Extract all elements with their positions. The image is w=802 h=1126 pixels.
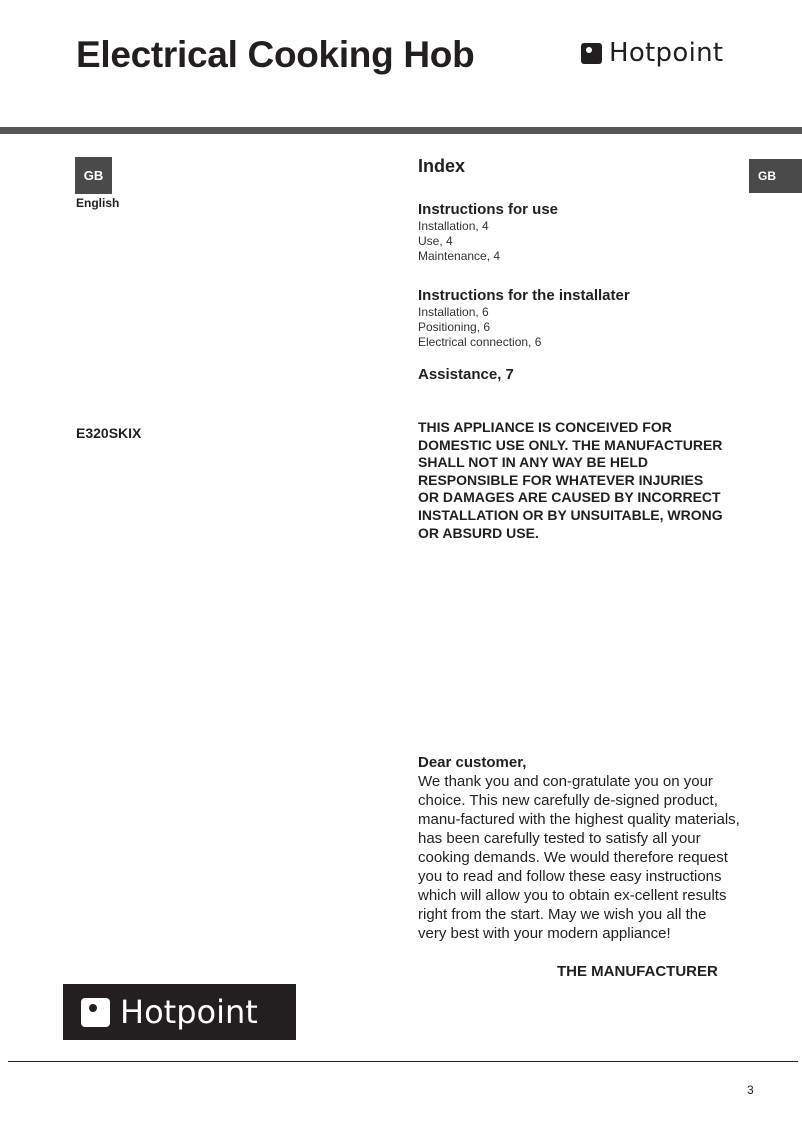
letter-line: which will allow you to obtain ex-cellent results <box>418 887 727 904</box>
section-heading: Instructions for use <box>418 201 559 218</box>
index-section-use <box>418 201 558 264</box>
hotpoint-logo-icon <box>581 43 602 64</box>
letter-line: cooking demands. We would therefore request <box>418 849 728 866</box>
brand-logo-header <box>581 38 723 68</box>
warning-line: DOMESTIC USE ONLY. THE MANUFACTURER <box>418 436 723 453</box>
letter-line: choice. This new carefully de-signed product, <box>418 792 718 809</box>
header-divider <box>0 127 802 134</box>
letter-line: has been carefully tested to satisfy all your <box>418 830 701 847</box>
letter-line: you to read and follow these easy instructions <box>418 868 722 885</box>
index-item: Installation, 6 <box>418 305 489 319</box>
index-section-installer <box>418 287 630 350</box>
index-title: Index <box>418 156 466 176</box>
index-item: Maintenance, 4 <box>418 249 501 263</box>
page-title: Electrical Cooking Hob <box>76 34 475 75</box>
warning-line: INSTALLATION OR BY UNSUITABLE, WRONG <box>418 506 723 523</box>
letter-greeting: Dear customer, <box>418 754 527 771</box>
language-name: English <box>76 196 120 210</box>
letter-line: manu-factured with the highest quality materials, <box>418 811 740 828</box>
warning-line: OR DAMAGES ARE CAUSED BY INCORRECT <box>418 489 721 506</box>
index-item: Electrical connection, 6 <box>418 335 542 349</box>
language-badge: GB <box>75 157 112 194</box>
warning-notice <box>418 419 743 542</box>
model-number: E320SKIX <box>76 425 142 441</box>
page-number: 3 <box>747 1083 754 1097</box>
warning-line: OR ABSURD USE. <box>418 524 539 541</box>
language-tab: GB <box>749 159 802 193</box>
warning-line: RESPONSIBLE FOR WHATEVER INJURIES <box>418 471 704 488</box>
index-item: Positioning, 6 <box>418 320 491 334</box>
letter-line: We thank you and con-gratulate you on your <box>418 773 713 790</box>
index-item: Installation, 4 <box>418 219 489 233</box>
brand-name: Hotpoint <box>120 993 258 1031</box>
section-heading: Assistance, 7 <box>418 366 514 383</box>
footer-divider <box>8 1061 798 1062</box>
hotpoint-logo-icon <box>81 998 110 1027</box>
index-item: Use, 4 <box>418 234 453 248</box>
section-heading: Instructions for the installater <box>418 287 630 304</box>
index-section-assistance <box>418 366 514 384</box>
letter-line: very best with your modern appliance! <box>418 925 671 942</box>
letter-signature: THE MANUFACTURER <box>557 963 718 980</box>
letter-body <box>418 772 743 943</box>
brand-logo-footer <box>63 984 296 1040</box>
warning-line: THIS APPLIANCE IS CONCEIVED FOR <box>418 419 672 435</box>
brand-name: Hotpoint <box>609 38 724 68</box>
letter-line: right from the start. May we wish you all the <box>418 906 707 923</box>
warning-line: SHALL NOT IN ANY WAY BE HELD <box>418 454 648 471</box>
